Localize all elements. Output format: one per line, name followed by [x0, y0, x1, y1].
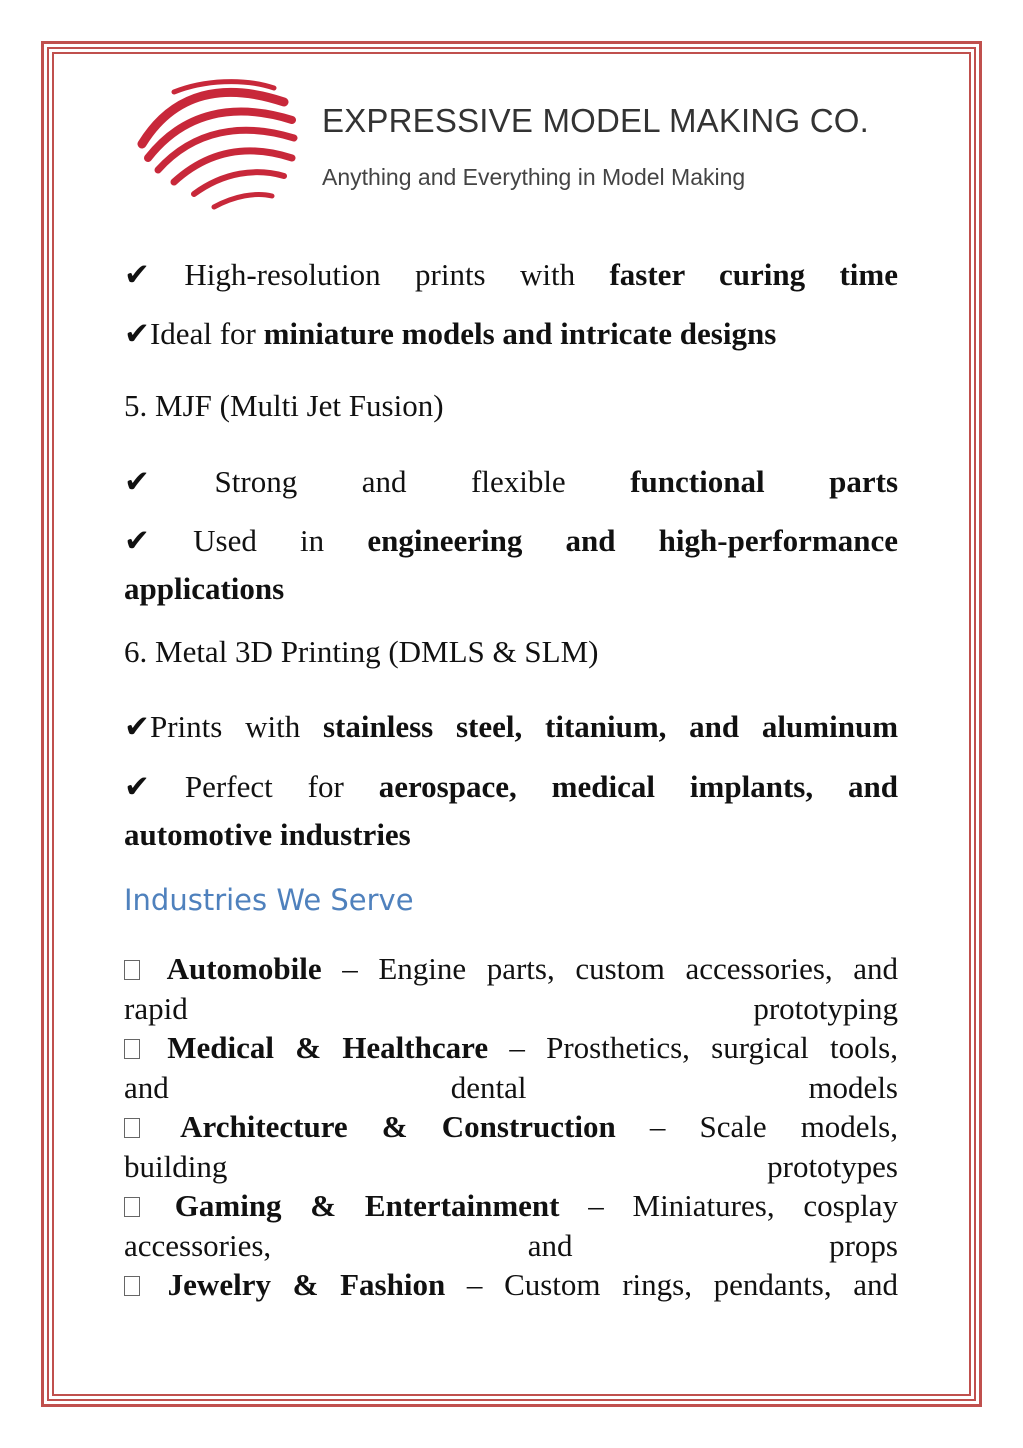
industry-item-jewelry	[124, 1265, 898, 1305]
industry-desc: – Miniatures, cosplay	[588, 1188, 899, 1223]
industry-name: Medical & Healthcare	[167, 1030, 489, 1065]
bullet-bold-text: faster curing time	[609, 257, 898, 292]
check-icon: ✔	[124, 316, 150, 351]
bullet-line-perfect-for	[124, 763, 898, 811]
bullet-text: Perfect for	[184, 769, 344, 804]
bullet-line-prints-with	[124, 703, 898, 751]
bullet-bold-text: stainless steel, titanium, and aluminum	[322, 709, 899, 744]
industry-name: Gaming & Entertainment	[174, 1188, 560, 1223]
bullet-line-perfect-for-cont	[124, 811, 898, 859]
bullet-box-icon	[124, 1118, 140, 1138]
bullet-text: High-resolution prints with	[184, 257, 576, 292]
company-logo	[134, 72, 894, 217]
industry-desc: – Engine parts, custom accessories, and	[342, 951, 899, 986]
bullet-line-strong-flexible	[124, 458, 898, 506]
industry-desc: – Prosthetics, surgical tools,	[509, 1030, 898, 1065]
industry-item-medical	[124, 1028, 898, 1068]
bullet-text: Prints with	[149, 709, 301, 744]
check-icon: ✔	[124, 709, 150, 744]
bullet-bold-text: engineering and high-performance	[367, 523, 899, 558]
industry-name: Architecture & Construction	[180, 1109, 616, 1144]
bullet-line-used-in-cont	[124, 565, 898, 613]
industry-item-gaming	[124, 1186, 898, 1226]
bullet-text: Strong and flexible	[214, 464, 566, 499]
bullet-bold-text: miniature models and intricate designs	[263, 316, 777, 351]
bullet-text: Used in	[193, 523, 325, 558]
check-icon: ✔	[124, 257, 150, 292]
check-icon: ✔	[124, 523, 150, 558]
industry-desc: – Scale models,	[649, 1109, 898, 1144]
industry-item-automobile	[124, 949, 898, 989]
industry-name: Automobile	[166, 951, 322, 986]
industry-name: Jewelry & Fashion	[167, 1267, 446, 1302]
bullet-line-used-in	[124, 517, 898, 565]
bullet-bold-text: applications	[124, 571, 285, 606]
industry-item-gaming-cont: accessories, and props	[124, 1228, 898, 1263]
industry-item-medical-cont: and dental models	[124, 1070, 898, 1105]
company-name: EXPRESSIVE MODEL MAKING CO.	[322, 102, 869, 139]
industry-desc: – Custom rings, pendants, and	[466, 1267, 898, 1302]
bullet-box-icon	[124, 1276, 140, 1296]
check-icon: ✔	[124, 464, 150, 499]
industry-item-architecture	[124, 1107, 898, 1147]
industries-heading: Industries We Serve	[124, 883, 414, 917]
bullet-text: Ideal for	[149, 316, 256, 351]
check-icon: ✔	[124, 769, 150, 804]
bullet-bold-text: automotive industries	[124, 817, 411, 852]
bullet-box-icon	[124, 1039, 140, 1059]
bullet-bold-text: functional parts	[630, 464, 899, 499]
bullet-box-icon	[124, 1197, 140, 1217]
company-tagline: Anything and Everything in Model Making	[322, 164, 746, 190]
industry-item-automobile-cont: rapid prototyping	[124, 991, 898, 1026]
bullet-box-icon	[124, 960, 140, 980]
section-title-mjf: 5. MJF (Multi Jet Fusion)	[124, 388, 444, 423]
industry-item-architecture-cont: building prototypes	[124, 1149, 898, 1184]
wave-emblem-icon	[134, 72, 304, 217]
section-title-metal: 6. Metal 3D Printing (DMLS & SLM)	[124, 634, 599, 669]
bullet-line-high-resolution	[124, 251, 898, 299]
bullet-bold-text: aerospace, medical implants, and	[378, 769, 898, 804]
bullet-line-ideal-for	[124, 310, 898, 358]
